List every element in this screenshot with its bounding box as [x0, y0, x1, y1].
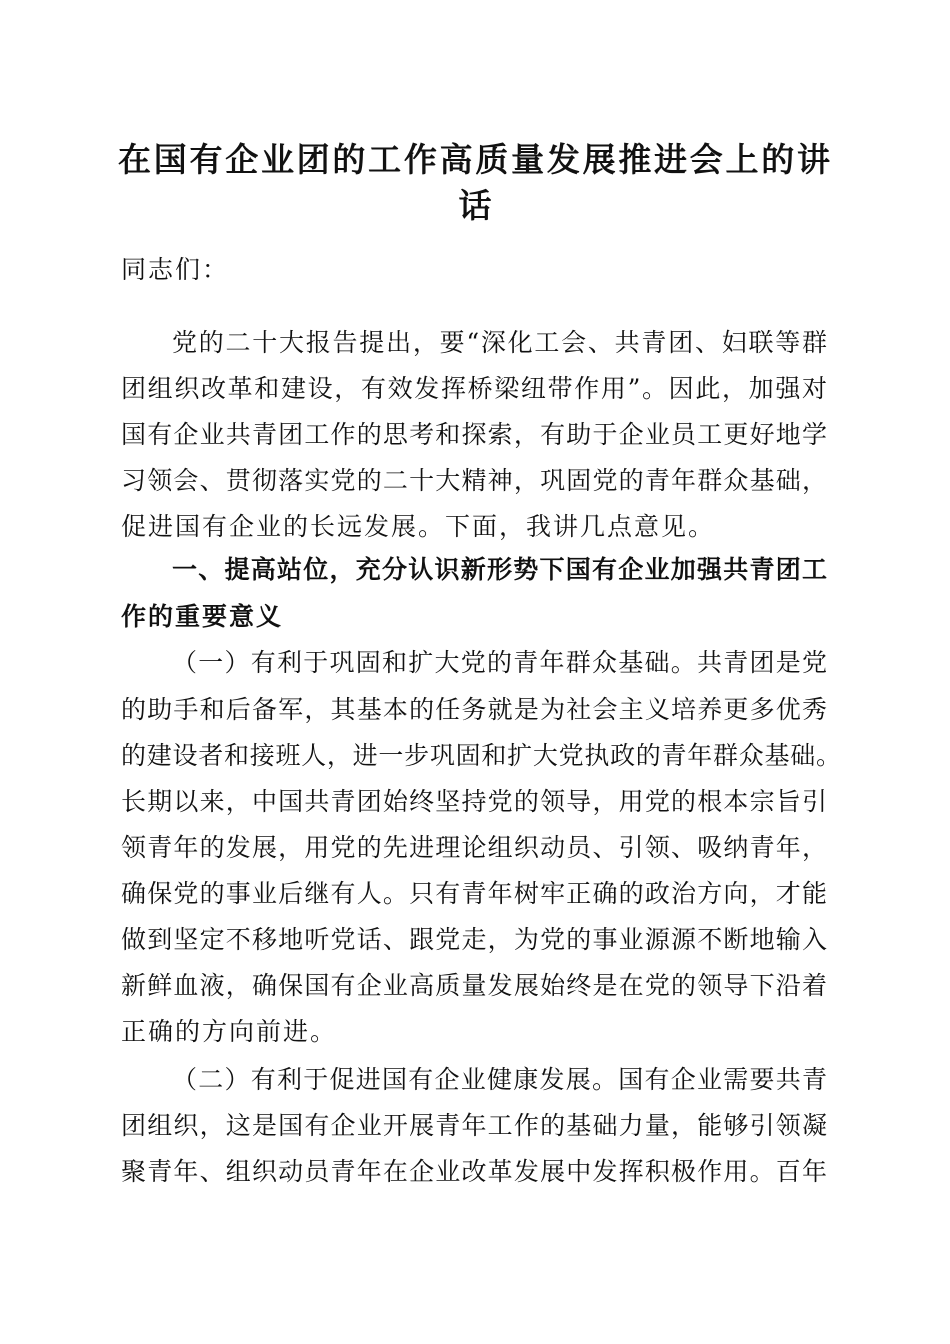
- section-heading: 作的重要意义: [121, 602, 284, 631]
- paragraph-line: 促进国有企业的长远发展。下面，我讲几点意见。: [121, 512, 716, 541]
- paragraph-line: 聚青年、组织动员青年在企业改革发展中发挥积极作用。百年: [121, 1157, 827, 1186]
- paragraph-line: 国有企业共青团工作的思考和探索，有助于企业员工更好地学: [121, 420, 827, 449]
- paragraph-line: 正确的方向前进。: [121, 1017, 338, 1046]
- paragraph-line: 长期以来，中国共青团始终坚持党的领导，用党的根本宗旨引: [121, 787, 827, 816]
- paragraph-line: （一）有利于巩固和扩大党的青年群众基础。共青团是党: [172, 648, 827, 677]
- paragraph-line: 习领会、贯彻落实党的二十大精神，巩固党的青年群众基础，: [121, 466, 827, 495]
- paragraph-line: 党的二十大报告提出，要“深化工会、共青团、妇联等群: [172, 328, 827, 357]
- paragraph-line: 确保党的事业后继有人。只有青年树牢正确的政治方向，才能: [121, 879, 827, 908]
- document-title-line-1: 在国有企业团的工作高质量发展推进会上的讲: [118, 140, 830, 179]
- paragraph-line: 团组织，这是国有企业开展青年工作的基础力量，能够引领凝: [121, 1111, 827, 1140]
- paragraph-line: （二）有利于促进国有企业健康发展。国有企业需要共青: [172, 1065, 827, 1094]
- paragraph-line: 领青年的发展，用党的先进理论组织动员、引领、吸纳青年，: [121, 833, 827, 862]
- paragraph-line: 的建设者和接班人，进一步巩固和扩大党执政的青年群众基础。: [121, 741, 841, 770]
- paragraph-line: 的助手和后备军，其基本的任务就是为社会主义培养更多优秀: [121, 695, 827, 724]
- paragraph-line: 团组织改革和建设，有效发挥桥梁纽带作用”。因此，加强对: [121, 374, 827, 403]
- paragraph-line: 做到坚定不移地听党话、跟党走，为党的事业源源不断地输入: [121, 925, 827, 954]
- salutation: 同志们：: [121, 255, 230, 284]
- section-heading: 一、提高站位，充分认识新形势下国有企业加强共青团工: [172, 555, 827, 584]
- document-title-line-2: 话: [458, 186, 492, 225]
- paragraph-line: 新鲜血液，确保国有企业高质量发展始终是在党的领导下沿着: [121, 971, 827, 1000]
